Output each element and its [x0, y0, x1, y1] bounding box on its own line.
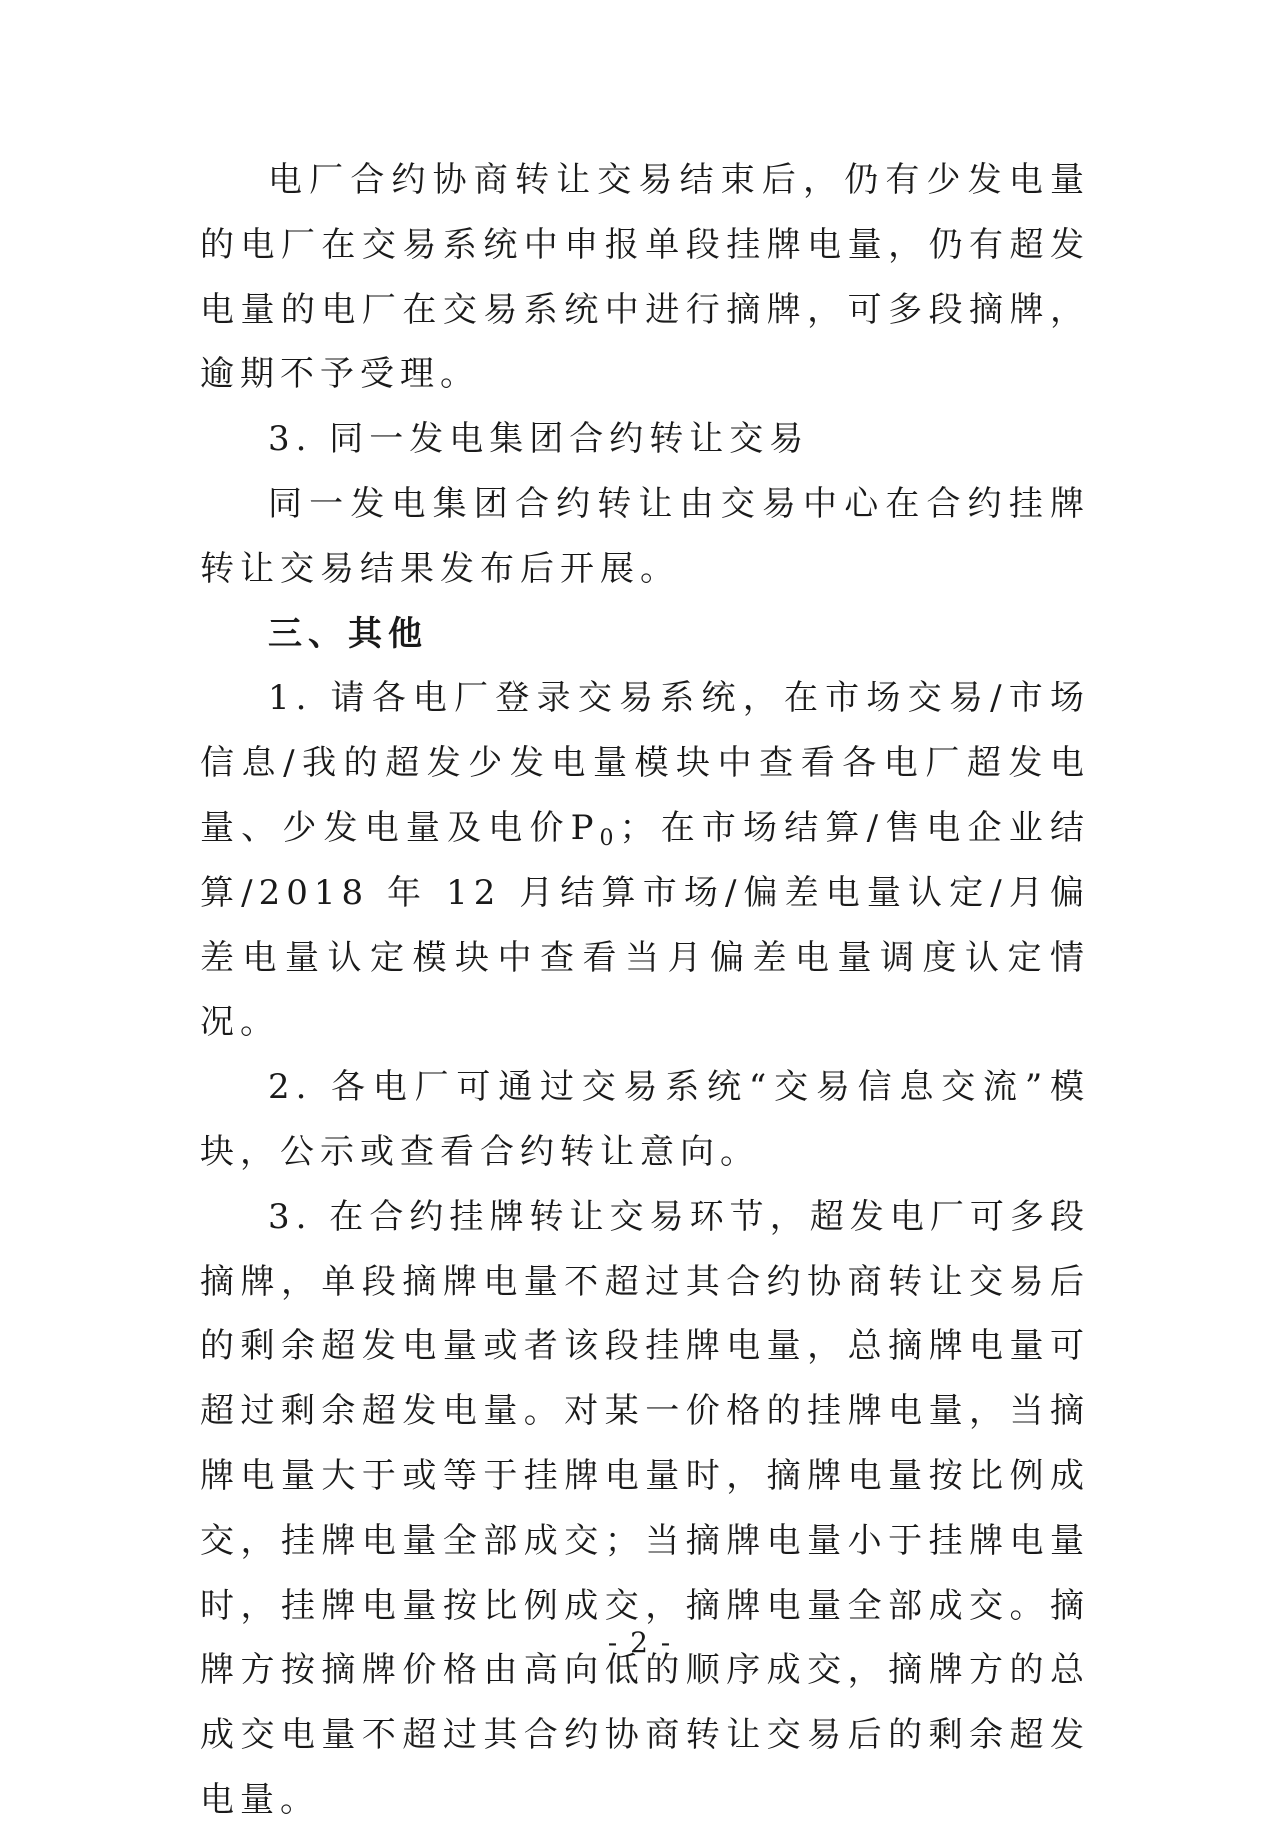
paragraph-item-3: 3. 在合约挂牌转让交易环节，超发电厂可多段摘牌，单段摘牌电量不超过其合约协商转让交易后的剩余超发电量或者该段挂牌电量，总摘牌电量可超过剩余超发电量。对某一价格的挂牌电量，当摘牌电量大于或等于挂牌电量时，摘牌电量按比例成交，挂牌电量全部成交；当摘牌电量小于挂牌电量时，挂牌电量按比例成交，摘牌电量全部成交。摘牌方按摘牌价格由高向低的顺序成交，摘牌方的总成交电量不超过其合约协商转让交易后的剩余超发电量。 [200, 1196, 1090, 1820]
paragraph-listing-procedure: 电厂合约协商转让交易结束后，仍有少发电量的电厂在交易系统中申报单段挂牌电量，仍有超发电量的电厂在交易系统中进行摘牌，可多段摘牌，逾期不予受理。 [200, 160, 1090, 395]
item-1-text-after: ；在市场结算/售电企业结算/2018 年 12 月结算市场/偏差电量认定/月偏差电量认定模块中查看当月偏差电量调度认定情况。 [200, 807, 1090, 1043]
price-subscript: 0 [599, 825, 620, 851]
page-number: - 2 - [607, 1626, 673, 1659]
section-heading-other: 三、其他 [268, 613, 428, 654]
document-body [200, 148, 1090, 1833]
item-1-text-before: 1. 请各电厂登录交易系统，在市场交易/市场信息/我的超发少发电量模块中查看各电厂超发电量、少发电量及电价P [200, 678, 1090, 848]
paragraph-group-transfer: 同一发电集团合约转让由交易中心在合约挂牌转让交易结果发布后开展。 [200, 483, 1090, 589]
paragraph-item-1 [200, 666, 1090, 1055]
paragraph-item-2: 2. 各电厂可通过交易系统“交易信息交流”模块，公示或查看合约转让意向。 [200, 1067, 1090, 1172]
paragraph-group-transfer-heading: 3. 同一发电集团合约转让交易 [268, 419, 810, 460]
